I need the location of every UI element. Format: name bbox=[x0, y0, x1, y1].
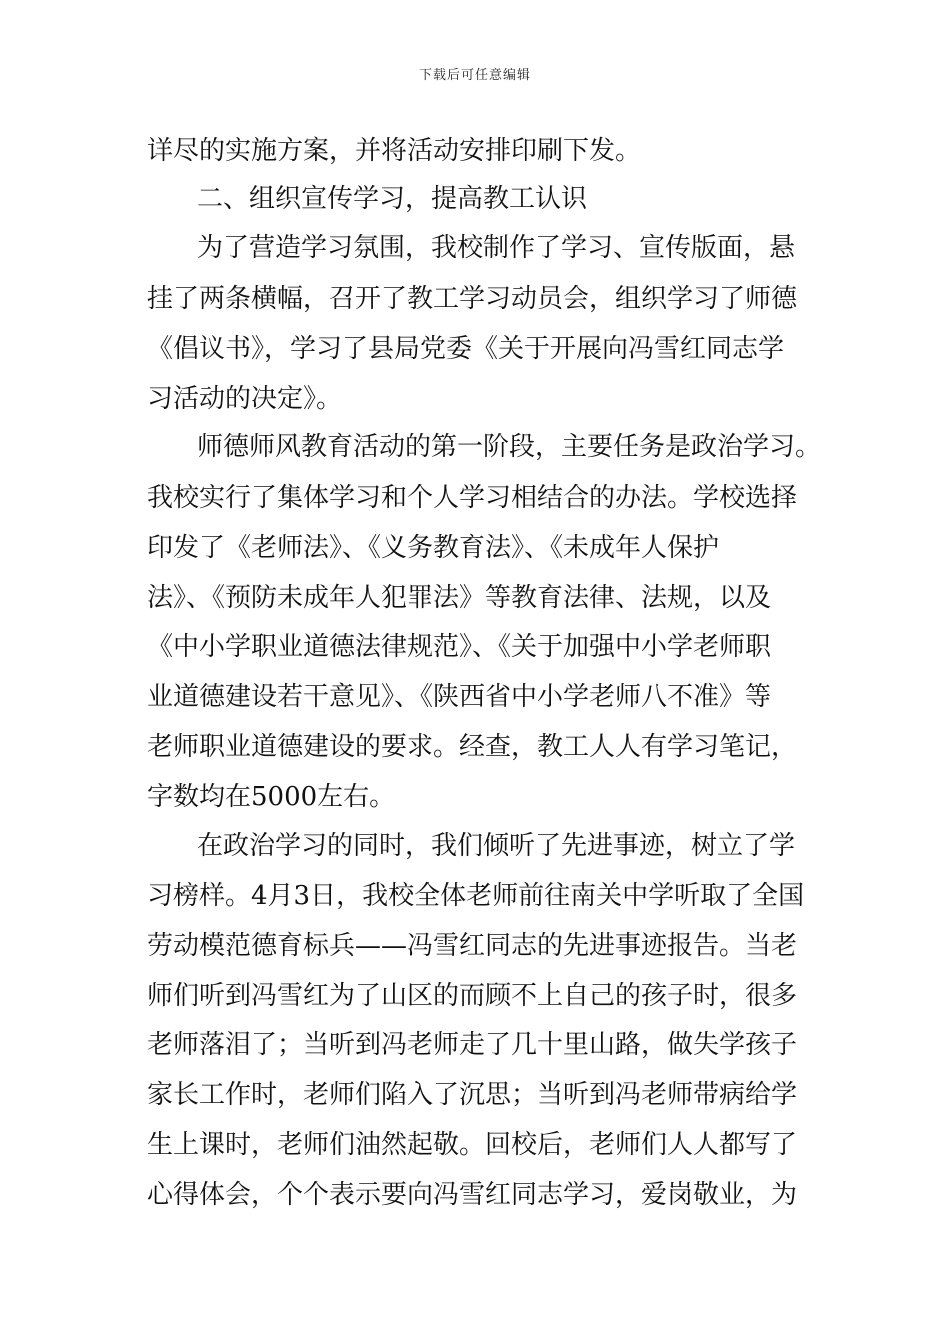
text-line: 老师落泪了；当听到冯老师走了几十里山路，做失学孩子 bbox=[147, 1030, 798, 1060]
text-line: 为了营造学习氛围，我校制作了学习、宣传版面，悬 bbox=[197, 233, 796, 263]
text-line: 字数均在5000左右。 bbox=[147, 782, 396, 812]
text-line: 在政治学习的同时，我们倾听了先进事迹，树立了学 bbox=[197, 831, 796, 861]
text-line: 师德师风教育活动的第一阶段，主要任务是政治学习。 bbox=[197, 432, 822, 462]
text-line: 法》、《预防未成年人犯罪法》等教育法律、法规，以及 bbox=[147, 583, 772, 613]
text-line: 习榜样。4月3日，我校全体老师前往南关中学听取了全国 bbox=[147, 881, 805, 911]
text-line: 习活动的决定》。 bbox=[147, 384, 343, 414]
text-line: 详尽的实施方案，并将活动安排印刷下发。 bbox=[147, 136, 642, 166]
text-line: 生上课时，老师们油然起敬。回校后，老师们人人都写了 bbox=[147, 1130, 798, 1160]
section-heading: 二、组织宣传学习，提高教工认识 bbox=[197, 184, 588, 214]
text-line: 挂了两条横幅，召开了教工学习动员会，组织学习了师德 bbox=[147, 284, 798, 314]
text-line: 印发了《老师法》、《义务教育法》、《未成年人保护 bbox=[147, 533, 720, 563]
text-line: 《中小学职业道德法律规范》、《关于加强中小学老师职 bbox=[147, 632, 772, 662]
text-line: 劳动模范德育标兵——冯雪红同志的先进事迹报告。当老 bbox=[147, 931, 798, 961]
text-line: 老师职业道德建设的要求。经查，教工人人有学习笔记， bbox=[147, 732, 798, 762]
text-line: 我校实行了集体学习和个人学习相结合的办法。学校选择 bbox=[147, 483, 798, 513]
page-header: 下载后可任意编辑 bbox=[418, 68, 531, 83]
text-line: 心得体会，个个表示要向冯雪红同志学习，爱岗敬业，为 bbox=[147, 1180, 798, 1210]
text-line: 家长工作时，老师们陷入了沉思；当听到冯老师带病给学 bbox=[147, 1080, 798, 1110]
text-line: 《倡议书》，学习了县局党委《关于开展向冯雪红同志学 bbox=[147, 334, 785, 364]
text-line: 业道德建设若干意见》、《陕西省中小学老师八不准》等 bbox=[147, 682, 772, 712]
text-line: 师们听到冯雪红为了山区的而顾不上自己的孩子时，很多 bbox=[147, 981, 798, 1011]
